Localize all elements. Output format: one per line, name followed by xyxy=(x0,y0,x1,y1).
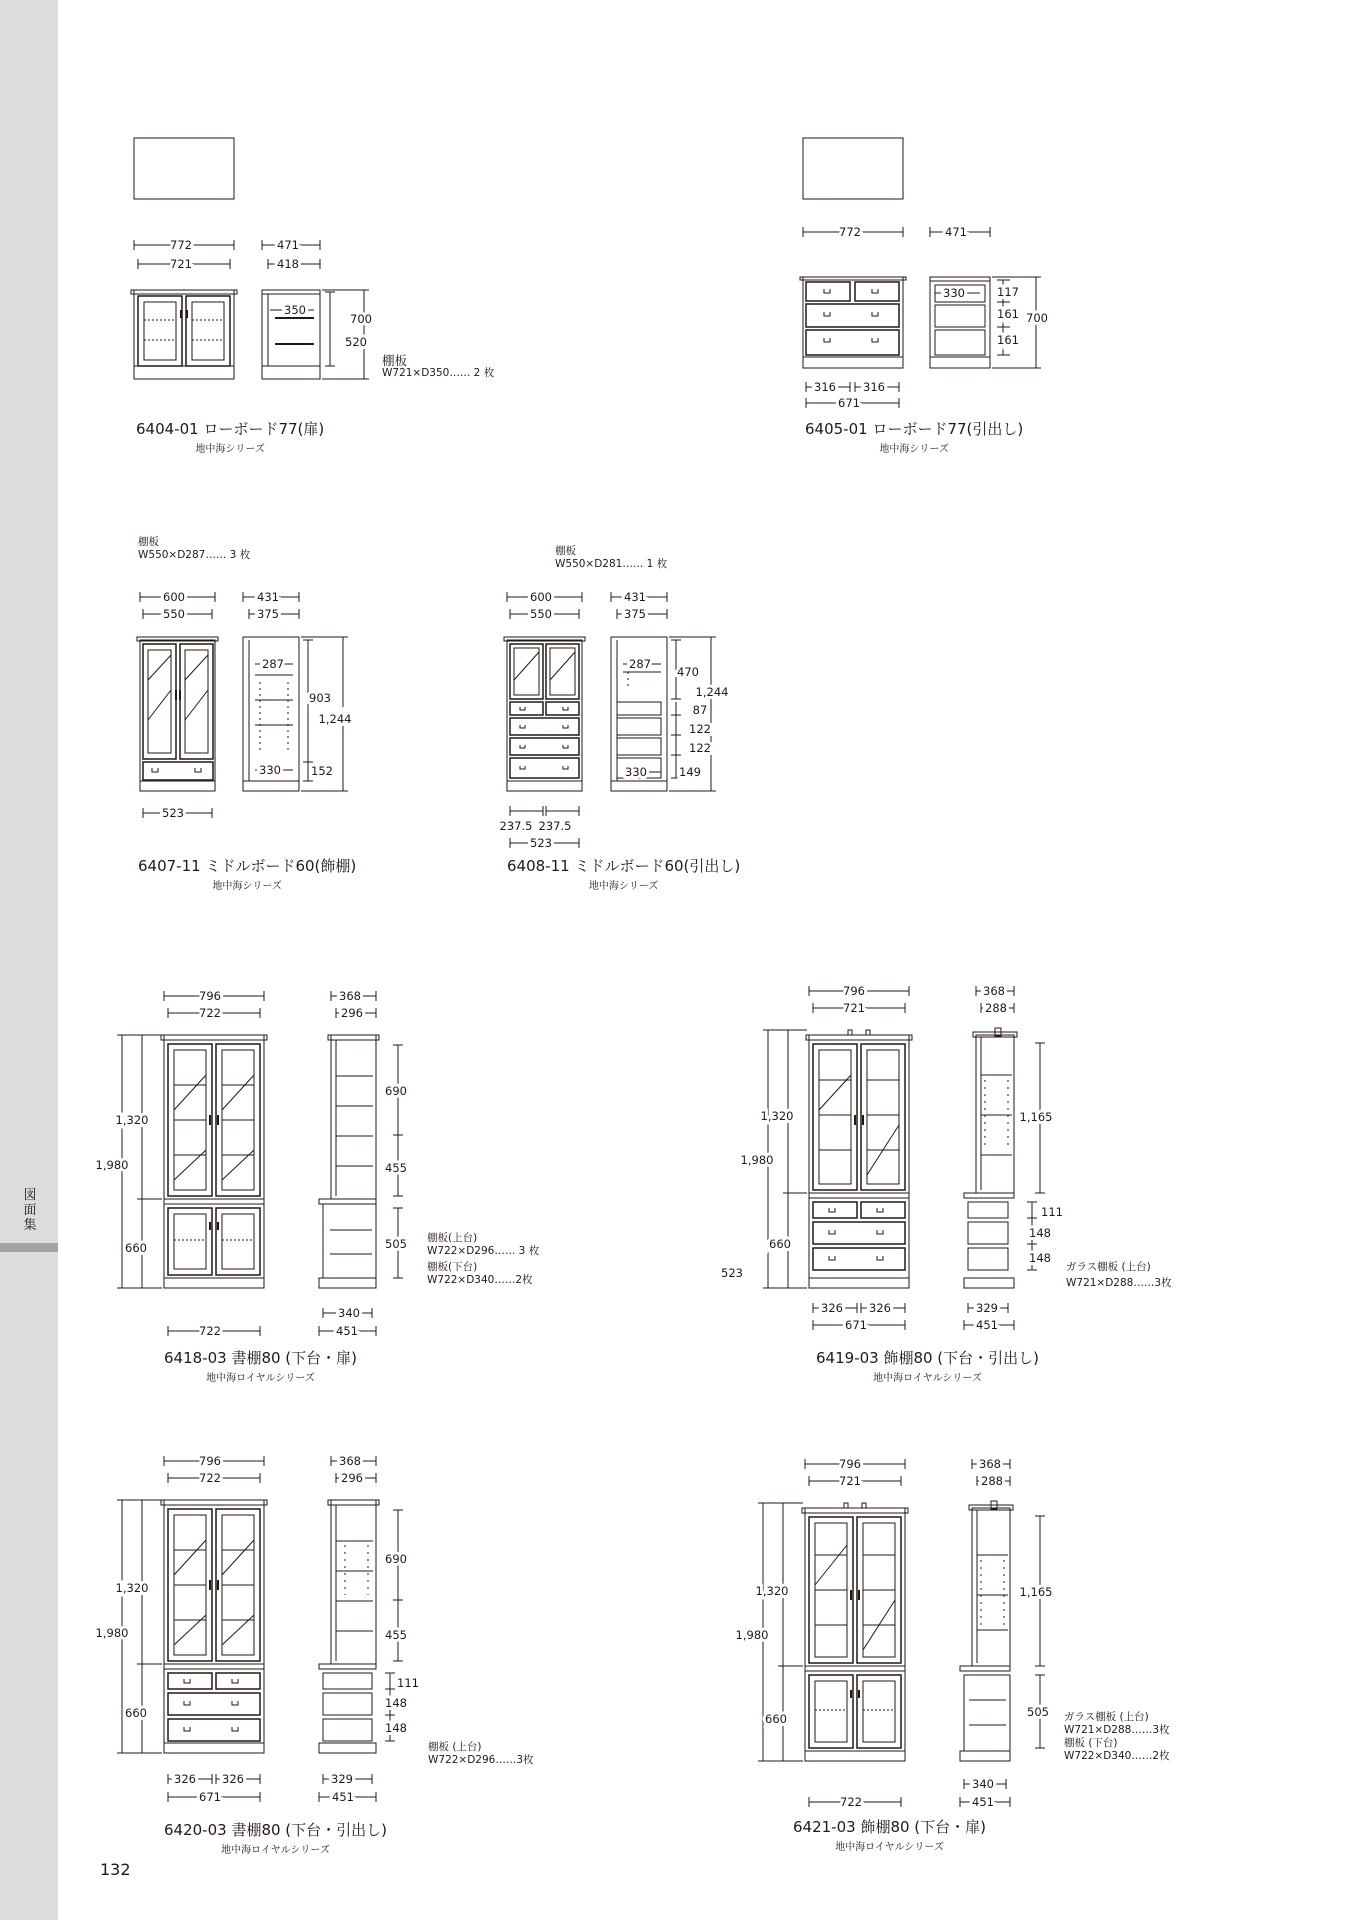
shelf-note-6420: 棚板 (上台) W722×D296……3枚 xyxy=(428,1741,534,1766)
dim-label: 690 xyxy=(385,1552,407,1566)
dim-label: 671 xyxy=(845,1318,867,1332)
dim-label: 316 xyxy=(863,380,885,394)
shelf-note-6418: 棚板(上台) W722×D296…… 3 枚 棚板(下台) W722×D340……2枚 xyxy=(427,1232,540,1286)
shelf-note-6407: 棚板 W550×D287…… 3 枚 xyxy=(138,536,251,561)
dim-label: 796 xyxy=(199,989,221,1003)
dim-label: 326 xyxy=(222,1772,244,1786)
dim-label: 903 xyxy=(309,691,331,705)
product-title: 6418-03 書棚80 (下台・扉) xyxy=(164,1349,358,1367)
dim-label: 690 xyxy=(385,1084,407,1098)
dim-label: 148 xyxy=(1029,1251,1051,1265)
dim-label: 288 xyxy=(985,1001,1007,1015)
page-number: 132 xyxy=(100,1860,131,1879)
photo-placeholder xyxy=(134,138,234,199)
photo-placeholder xyxy=(803,138,903,199)
dim-label: 111 xyxy=(1041,1205,1063,1219)
dim-label: 326 xyxy=(869,1301,891,1315)
dim-label: 721 xyxy=(839,1474,861,1488)
dim-label: 505 xyxy=(1027,1705,1049,1719)
product-series: 地中海シリーズ xyxy=(588,881,659,892)
dim-label: 1,320 xyxy=(760,1109,794,1123)
product-series: 地中海ロイヤルシリーズ xyxy=(221,1845,330,1856)
dim-label: 451 xyxy=(332,1790,354,1804)
dim-label: 1,320 xyxy=(115,1581,149,1595)
drawing-6404 xyxy=(131,138,372,379)
dim-label: 326 xyxy=(174,1772,196,1786)
dim-label: 796 xyxy=(839,1457,861,1471)
dim-label: 660 xyxy=(125,1706,147,1720)
dim-label: 1,320 xyxy=(115,1113,149,1127)
dim-label: 660 xyxy=(125,1241,147,1255)
dim-label: 161 xyxy=(997,333,1019,347)
dim-label: 722 xyxy=(199,1324,221,1338)
dim-label: 700 xyxy=(1026,311,1048,325)
dim-label: 316 xyxy=(814,380,836,394)
dim-label: 1,244 xyxy=(695,685,729,699)
drawing-6405 xyxy=(800,138,1048,410)
dim-label: 148 xyxy=(385,1696,407,1710)
dim-label: 455 xyxy=(385,1161,407,1175)
dim-label: 431 xyxy=(257,590,279,604)
dim-label: 368 xyxy=(339,989,361,1003)
product-caption-6407 xyxy=(138,855,356,892)
dim-label: 368 xyxy=(339,1454,361,1468)
dim-label: 550 xyxy=(163,607,185,621)
product-title: 6420-03 書棚80 (下台・引出し) xyxy=(164,1821,388,1839)
product-series: 地中海ロイヤルシリーズ xyxy=(206,1373,315,1384)
product-series: 地中海シリーズ xyxy=(212,881,282,892)
dim-label: 330 xyxy=(625,765,647,779)
product-title: 6407-11 ミドルボード60(飾棚) xyxy=(138,857,357,875)
product-series: 地中海シリーズ xyxy=(195,444,265,455)
dim-label: 671 xyxy=(199,1790,221,1804)
dim-label: 1,980 xyxy=(740,1153,774,1167)
dim-label: 161 xyxy=(997,307,1019,321)
dim-label: 152 xyxy=(311,764,333,778)
dim-label: 326 xyxy=(821,1301,843,1315)
dim-label: 330 xyxy=(259,763,281,777)
dim-label: 122 xyxy=(689,741,711,755)
dim-label: 470 xyxy=(677,665,699,679)
dim-label: 721 xyxy=(170,257,192,271)
dim-label: 471 xyxy=(277,238,299,252)
dim-label: 550 xyxy=(530,607,552,621)
product-caption-6408 xyxy=(507,855,740,892)
dim-label: 600 xyxy=(530,590,552,604)
product-series: 地中海ロイヤルシリーズ xyxy=(835,1842,944,1853)
dim-label: 1,980 xyxy=(735,1628,769,1642)
dim-label: 237.5 xyxy=(499,819,533,833)
product-title: 6419-03 飾棚80 (下台・引出し) xyxy=(816,1349,1040,1367)
product-title: 6421-03 飾棚80 (下台・扉) xyxy=(793,1818,987,1836)
product-title: 6405-01 ローボード77(引出し) xyxy=(805,420,1024,438)
dim-label: 772 xyxy=(170,238,192,252)
dim-label: 122 xyxy=(689,722,711,736)
dim-label: 340 xyxy=(972,1777,994,1791)
dim-label: 111 xyxy=(397,1676,419,1690)
dim-label: 671 xyxy=(838,396,860,410)
dim-label: 288 xyxy=(981,1474,1003,1488)
dim-label: 330 xyxy=(943,286,965,300)
drawing-6418 xyxy=(96,989,407,1338)
dim-label: 772 xyxy=(839,225,861,239)
dim-label: 722 xyxy=(199,1006,221,1020)
dim-label: 451 xyxy=(976,1318,998,1332)
dim-label: 451 xyxy=(336,1324,358,1338)
dim-label: 287 xyxy=(262,657,284,671)
dim-label: 1,980 xyxy=(95,1158,129,1172)
product-caption-6421 xyxy=(793,1816,986,1853)
dim-label: 296 xyxy=(341,1471,363,1485)
product-caption-6405 xyxy=(805,418,1023,455)
dim-label: 431 xyxy=(624,590,646,604)
dim-label: 505 xyxy=(385,1237,407,1251)
dim-label: 600 xyxy=(163,590,185,604)
product-caption-6404 xyxy=(136,418,324,455)
dim-label: 1,980 xyxy=(95,1626,129,1640)
dim-label: 721 xyxy=(843,1001,865,1015)
dim-label: 375 xyxy=(257,607,279,621)
product-caption-6419 xyxy=(816,1347,1039,1384)
dim-label: 148 xyxy=(1029,1226,1051,1240)
dim-label: 350 xyxy=(284,303,306,317)
product-series: 地中海シリーズ xyxy=(879,444,949,455)
product-caption-6418 xyxy=(164,1347,357,1384)
dim-label: 149 xyxy=(679,765,701,779)
shelf-note-6404: 棚板 W721×D350…… 2 枚 xyxy=(382,353,495,379)
dim-label: 520 xyxy=(345,335,367,349)
shelf-note-6408: 棚板 W550×D281…… 1 枚 xyxy=(555,545,668,570)
product-title: 6404-01 ローボード77(扉) xyxy=(136,420,325,438)
drawing-6420 xyxy=(96,1454,419,1804)
dim-label: 418 xyxy=(277,257,299,271)
dim-label: 1,165 xyxy=(1019,1110,1053,1124)
dim-label: 148 xyxy=(385,1721,407,1735)
dim-label: 1,165 xyxy=(1019,1585,1053,1599)
dim-label: 700 xyxy=(350,312,372,326)
drawing-6407 xyxy=(137,590,351,820)
dim-label: 523 xyxy=(721,1266,743,1280)
dim-label: 455 xyxy=(385,1628,407,1642)
dim-label: 329 xyxy=(976,1301,998,1315)
dim-label: 660 xyxy=(765,1712,787,1726)
dim-label: 1,320 xyxy=(755,1584,789,1598)
product-title: 6408-11 ミドルボード60(引出し) xyxy=(507,857,741,875)
dim-label: 87 xyxy=(692,703,708,717)
product-caption-6420 xyxy=(164,1819,387,1856)
sidebar-label: 図面集 xyxy=(23,1188,37,1233)
dim-label: 368 xyxy=(979,1457,1001,1471)
dim-label: 660 xyxy=(769,1237,791,1251)
dim-label: 237.5 xyxy=(538,819,572,833)
drawing-6419 xyxy=(721,984,1063,1332)
product-series: 地中海ロイヤルシリーズ xyxy=(873,1373,982,1384)
dim-label: 296 xyxy=(341,1006,363,1020)
dim-label: 117 xyxy=(997,285,1019,299)
dim-label: 722 xyxy=(199,1471,221,1485)
dim-label: 1,244 xyxy=(318,712,352,726)
dim-label: 796 xyxy=(199,1454,221,1468)
dim-label: 287 xyxy=(629,657,651,671)
dim-label: 796 xyxy=(843,984,865,998)
drawing-6421 xyxy=(736,1457,1053,1809)
shelf-note-6419: ガラス棚板 (上台) W721×D288……3枚 xyxy=(1066,1261,1172,1289)
dim-label: 340 xyxy=(338,1306,360,1320)
dim-label: 368 xyxy=(983,984,1005,998)
dim-label: 471 xyxy=(945,225,967,239)
dim-label: 451 xyxy=(972,1795,994,1809)
shelf-note-6421: ガラス棚板 (上台) W721×D288……3枚 棚板 (下台) W722×D340……2枚 xyxy=(1064,1711,1170,1762)
dim-label: 523 xyxy=(530,836,552,850)
dim-label: 375 xyxy=(624,607,646,621)
dim-label: 329 xyxy=(331,1772,353,1786)
dim-label: 722 xyxy=(840,1795,862,1809)
dim-label: 523 xyxy=(162,806,184,820)
drawing-6408 xyxy=(500,590,729,850)
